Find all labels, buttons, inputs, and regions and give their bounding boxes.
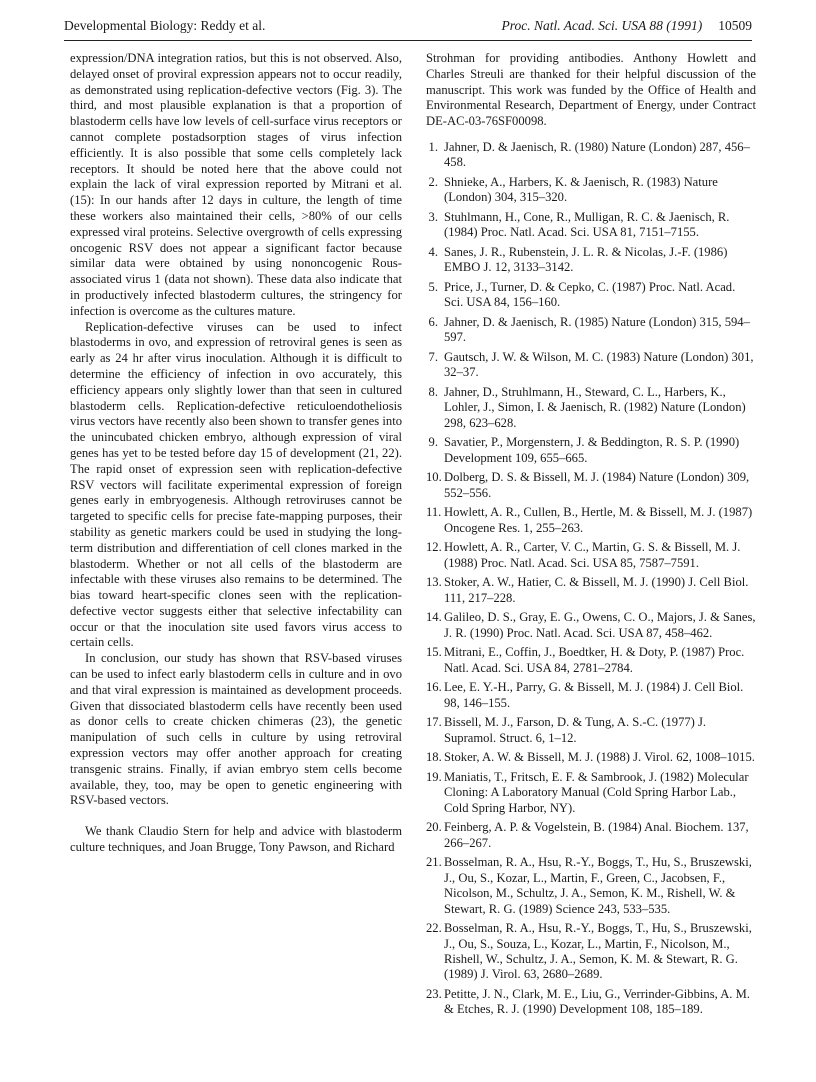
running-header xyxy=(64,10,752,41)
reference-number: 11. xyxy=(426,505,442,520)
reference-text: Shnieke, A., Harbers, K. & Jaenisch, R. (1983) Nature (London) 304, 315–320. xyxy=(444,174,718,205)
reference-text: Stoker, A. W. & Bissell, M. J. (1988) J. Virol. 62, 1008–1015. xyxy=(444,750,755,765)
body-paragraph-1: expression/DNA integration ratios, but this is not observed. Also, delayed onset of proviral expression appears not to occur readily, as demonstrated using replication-defective vectors (Fig. 3). The third, and most plausible explanation is that a proportion of blastoderm cells have low levels of cell-surface virus receptors or cannot complete postadsorption stages of virus infection efficiently. It is also possible that some cells completely lack receptors. It should be noted here that the above could not explain the lack of viral expression reported by Mitrani et al. (15): In our hands after 12 days in culture, the length of time these workers also maintained their cells, >80% of our cells expressed viral proteins. Selective overgrowth of cells expressing oncogenic RSV does not appear a significant factor because similar data were obtained by using nononcogenic Rous-associated virus 1 (data not shown). These data also indicate that in productively infected blastoderm cultures, the stringency for infection is overcome as the cultures mature. xyxy=(70,51,402,318)
reference-number: 16. xyxy=(426,680,442,695)
reference-item xyxy=(426,680,756,711)
reference-item xyxy=(426,315,756,346)
reference-text: Stoker, A. W., Hatier, C. & Bissell, M. J. (1990) J. Cell Biol. 111, 217–228. xyxy=(444,575,749,605)
acknowledgment-paragraph-end: Strohman for providing antibodies. Anthony Howlett and Charles Streuli are thanked for their helpful discussion of the manuscript. This work was funded by the Office of Health and Environmental Research, Department of Energy, under Contract DE-AC-03-76SF00098. xyxy=(426,51,756,129)
reference-text: Sanes, J. R., Rubenstein, J. L. R. & Nicolas, J.-F. (1986) EMBO J. 12, 3133–3142. xyxy=(444,244,728,275)
reference-number: 17. xyxy=(426,715,442,730)
reference-text: Jahner, D. & Jaenisch, R. (1980) Nature (London) 287, 456–458. xyxy=(444,139,750,170)
reference-text: Feinberg, A. P. & Vogelstein, B. (1984) Anal. Biochem. 137, 266–267. xyxy=(444,820,749,850)
reference-text: Bosselman, R. A., Hsu, R.-Y., Boggs, T., Hu, S., Bruszewski, J., Ou, S., Kozar, L., Martin, F., Green, C., Jacobsen, F., Nicolson, M., Schultz, J. A., Semon, K. M., Rishell, W. & Stewart, R. G. (1989) Science 243, 533–535. xyxy=(444,855,752,916)
reference-item xyxy=(426,280,756,311)
reference-item xyxy=(426,175,756,206)
reference-item xyxy=(426,820,756,851)
reference-number: 20. xyxy=(426,820,442,835)
reference-text: Howlett, A. R., Carter, V. C., Martin, G. S. & Bissell, M. J. (1988) Proc. Natl. Acad. Sci. USA 85, 7587–7591. xyxy=(444,540,741,570)
page-number: 10509 xyxy=(718,18,752,33)
reference-text: Howlett, A. R., Cullen, B., Hertle, M. & Bissell, M. J. (1987) Oncogene Res. 1, 255–263. xyxy=(444,505,753,535)
reference-item xyxy=(426,540,756,571)
reference-text: Maniatis, T., Fritsch, E. F. & Sambrook, J. (1982) Molecular Cloning: A Laboratory Manual (Cold Spring Harbor Lab., Cold Spring Harbor, NY). xyxy=(444,769,749,815)
reference-number: 13. xyxy=(426,575,442,590)
reference-item xyxy=(426,855,756,917)
journal-citation-header xyxy=(502,18,752,34)
reference-item xyxy=(426,610,756,641)
reference-text: Price, J., Turner, D. & Cepko, C. (1987) Proc. Natl. Acad. Sci. USA 84, 156–160. xyxy=(444,279,736,310)
body-paragraph-2: Replication-defective viruses can be used to infect blastoderms in ovo, and expression of retroviral genes is seen as early as 24 hr after virus inoculation. Although it is difficult to determine the efficiency of infection in ovo accurately, this efficiency appears only slightly lower than that seen in cultured blastoderm cells. Replication-defective reticuloendotheliosis virus vectors have recently also been shown to transfer genes into the unincubated chicken embryo, although expression of viral genes has yet to be tested before day 15 of development (21, 22). The rapid onset of expression seen with replication-defective RSV vectors will facilitate experimental expression of foreign genes early in embryogenesis. Although retroviruses cannot be targeted to specific cells for precise fate-mapping purposes, their stability as genetic markers could be used in studying the long-term distribution and differentiation of cell clones marked in the blastoderm. Whether or not all cells of the blastoderm are infectable with these viruses also remains to be determined. The bias toward heart-specific clones seen with the replication-defective vector suggests either that selective infectability can occur or that the inoculation site used favors virus access to certain cells. xyxy=(70,319,402,650)
reference-text: Bissell, M. J., Farson, D. & Tung, A. S.-C. (1977) J. Supramol. Struct. 6, 1–12. xyxy=(444,715,707,745)
reference-item xyxy=(426,245,756,276)
reference-number: 22. xyxy=(426,921,442,936)
reference-number: 2. xyxy=(428,174,438,189)
reference-number: 9. xyxy=(428,435,438,450)
reference-number: 10. xyxy=(426,470,442,485)
reference-item xyxy=(426,715,756,746)
reference-number: 3. xyxy=(428,209,438,224)
reference-text: Savatier, P., Morgenstern, J. & Beddington, R. S. P. (1990) Development 109, 655–665. xyxy=(444,435,740,465)
reference-number: 6. xyxy=(428,314,438,329)
reference-number: 21. xyxy=(426,855,442,870)
reference-item xyxy=(426,470,756,501)
reference-text: Lee, E. Y.-H., Parry, G. & Bissell, M. J. (1984) J. Cell Biol. 98, 146–155. xyxy=(444,680,744,710)
reference-item xyxy=(426,987,756,1018)
reference-item xyxy=(426,575,756,606)
reference-number: 12. xyxy=(426,540,442,555)
reference-text: Mitrani, E., Coffin, J., Boedtker, H. & Doty, P. (1987) Proc. Natl. Acad. Sci. USA 84, 2781–2784. xyxy=(444,645,745,675)
body-paragraph-3: In conclusion, our study has shown that RSV-based viruses can be used to infect early blastoderm cells in culture and in ovo and that viral expression is maintained as development proceeds. Given that dissociated blastoderm cells have recently been used as donor cells to create chicken chimeras (23), the genetic manipulation of such cells in culture by using retroviral expression vectors may offer another approach for creating transgenic strains. Finally, if avian embryo stem cells become available, they, too, may be open to genetic engineering with RSV-based vectors. xyxy=(70,651,402,808)
reference-text: Jahner, D. & Jaenisch, R. (1985) Nature (London) 315, 594–597. xyxy=(444,314,750,345)
reference-text: Stuhlmann, H., Cone, R., Mulligan, R. C. & Jaenisch, R. (1984) Proc. Natl. Acad. Sci. USA 81, 7151–7155. xyxy=(444,209,730,240)
reference-number: 8. xyxy=(428,384,438,399)
right-column xyxy=(426,51,756,1022)
reference-text: Jahner, D., Struhlmann, H., Steward, C. L., Harbers, K., Lohler, J., Simon, I. & Jaenisch, R. (1982) Nature (London) 298, 623–628. xyxy=(444,384,746,430)
reference-number: 1. xyxy=(428,139,438,154)
reference-item xyxy=(426,770,756,816)
reference-item xyxy=(426,435,756,466)
reference-item xyxy=(426,645,756,676)
running-title: Developmental Biology: Reddy et al. xyxy=(64,18,266,33)
reference-item xyxy=(426,350,756,381)
reference-item xyxy=(426,921,756,983)
reference-item xyxy=(426,210,756,241)
acknowledgment-paragraph-start: We thank Claudio Stern for help and advice with blastoderm culture techniques, and Joan Brugge, Tony Pawson, and Richard xyxy=(70,824,402,855)
reference-number: 15. xyxy=(426,645,442,660)
journal-citation: Proc. Natl. Acad. Sci. USA 88 (1991) xyxy=(501,18,703,33)
reference-number: 18. xyxy=(426,750,442,765)
reference-item xyxy=(426,505,756,536)
reference-item xyxy=(426,140,756,171)
left-column xyxy=(70,51,402,856)
reference-text: Bosselman, R. A., Hsu, R.-Y., Boggs, T., Hu, S., Bruszewski, J., Ou, S., Souza, L., Kozar, L., Martin, F., Nicolson, M., Rishell, W., Schultz, J. A., Semon, K. M. & Stewart, R. G. (1989) J. Virol. 63, 2680–2689. xyxy=(444,921,752,982)
reference-item xyxy=(426,385,756,431)
reference-number: 7. xyxy=(428,349,438,364)
reference-text: Gautsch, J. W. & Wilson, M. C. (1983) Nature (London) 301, 32–37. xyxy=(444,349,754,380)
reference-text: Petitte, J. N., Clark, M. E., Liu, G., Verrinder-Gibbins, A. M. & Etches, R. J. (1990) Development 108, 185–189. xyxy=(444,987,750,1017)
reference-item xyxy=(426,750,756,765)
reference-text: Galileo, D. S., Gray, E. G., Owens, C. O., Majors, J. & Sanes, J. R. (1990) Proc. Natl. Acad. Sci. USA 87, 458–462. xyxy=(444,610,756,640)
reference-number: 14. xyxy=(426,610,442,625)
reference-text: Dolberg, D. S. & Bissell, M. J. (1984) Nature (London) 309, 552–556. xyxy=(444,470,750,500)
reference-number: 4. xyxy=(428,244,438,259)
reference-list xyxy=(426,140,756,1018)
reference-number: 5. xyxy=(428,279,438,294)
reference-number: 23. xyxy=(426,987,442,1002)
reference-number: 19. xyxy=(426,769,442,784)
